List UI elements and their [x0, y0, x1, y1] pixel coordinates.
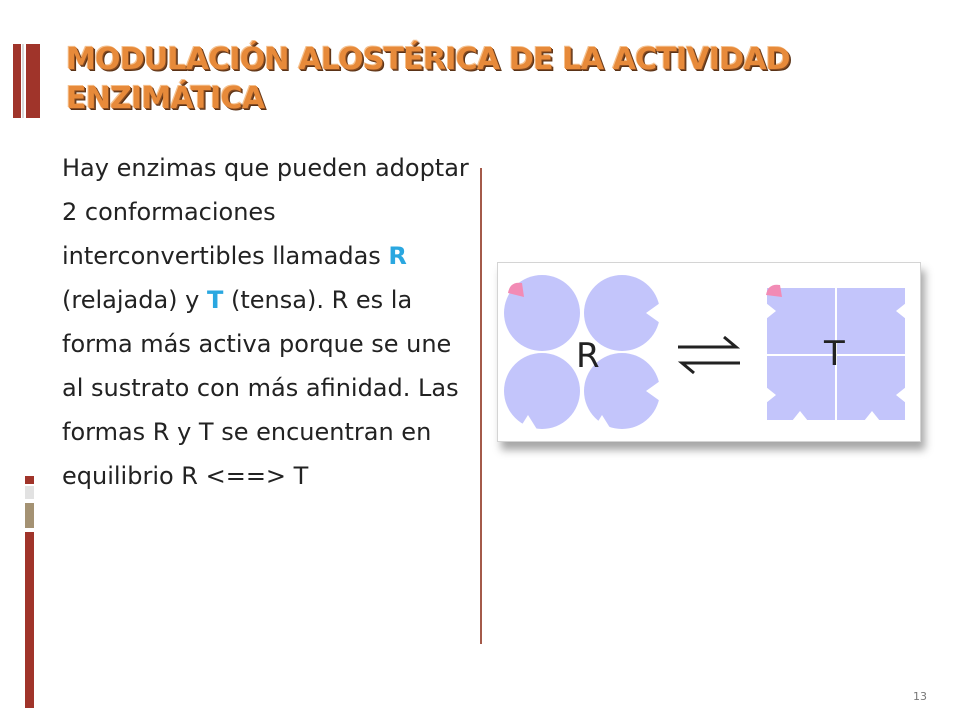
- body-text-part1: Hay enzimas que pueden adoptar 2 conformaciones interconvertibles llamadas: [62, 154, 469, 270]
- body-text-part2: (relajada) y: [62, 286, 207, 314]
- body-paragraph: [62, 146, 474, 498]
- page-number: 13: [913, 690, 927, 703]
- column-divider: [480, 168, 482, 644]
- t-subunit: [836, 355, 906, 421]
- decorative-segment: [25, 486, 34, 499]
- decorative-segment: [25, 476, 34, 484]
- equilibrium-arrows-icon: [678, 337, 740, 373]
- r-subunit: [504, 353, 580, 429]
- slide-title: [66, 40, 926, 118]
- r-state-label: R: [576, 336, 600, 376]
- slide-title-line1: MODULACIÓN ALOSTÉRICA DE LA ACTIVIDAD: [66, 42, 790, 77]
- decorative-bar: [13, 44, 21, 118]
- r-t-equilibrium-figure: [497, 262, 921, 442]
- body-text-part3: (tensa). R es la forma más activa porque se une al sustrato con más afinidad. Las formas R y T se encuentran en equilibrio R <==> T: [62, 286, 459, 490]
- enzyme-diagram: [498, 263, 920, 441]
- decorative-bar: [22, 44, 24, 118]
- t-highlight: T: [206, 286, 224, 314]
- r-highlight: R: [388, 242, 407, 270]
- decorative-segment: [25, 503, 34, 528]
- decorative-bar: [26, 44, 40, 118]
- t-state-label: T: [824, 334, 845, 374]
- decorative-segment: [25, 532, 34, 708]
- t-subunit: [836, 287, 906, 355]
- slide-title-line2: ENZIMÁTICA: [66, 81, 265, 116]
